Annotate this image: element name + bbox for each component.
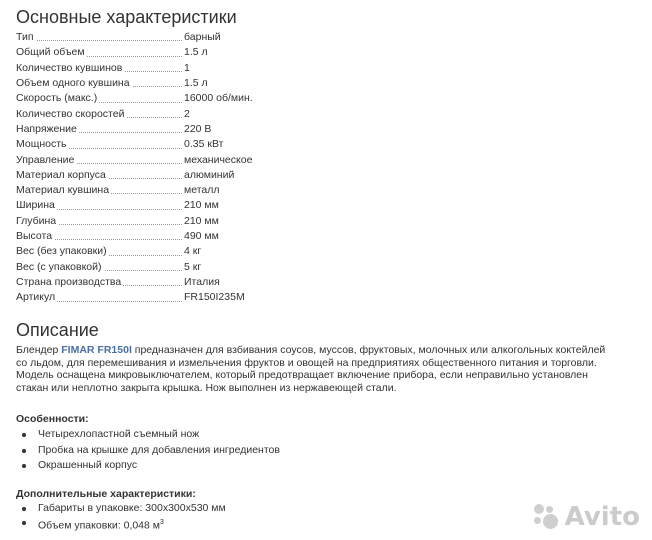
spec-label: Высота xyxy=(16,230,53,243)
spec-value: алюминий xyxy=(184,168,235,181)
additional-item-text: Габариты в упаковке: 300х300х530 мм xyxy=(38,502,226,514)
description-body: предназначен для взбивания соусов, муссов, фруктовых, молочных или алкогольных коктейлей со льдом, для перемешивания и измельчения фруктов и овощей на предприятиях общественного питания и торговли. Модель оснащена микровыключателем, который предотвращает включение прибора, если неправильно установлен стакан или неплотно закрыта крышка. Нож выполнен из нержавеющей стали. xyxy=(16,344,606,394)
spec-label: Количество скоростей xyxy=(16,107,125,120)
spec-row xyxy=(16,137,636,152)
spec-row xyxy=(16,61,636,76)
brand-name: FIMAR FR150I xyxy=(61,344,132,356)
spec-label: Вес (без упаковки) xyxy=(16,245,107,258)
superscript: 3 xyxy=(159,518,164,526)
spec-row xyxy=(16,168,636,183)
spec-label: Общий объем xyxy=(16,46,85,59)
spec-row xyxy=(16,214,636,229)
spec-row xyxy=(16,290,636,305)
spec-value: 490 мм xyxy=(184,230,219,243)
additional-title: Дополнительные характеристики: xyxy=(16,488,196,500)
spec-row xyxy=(16,91,636,106)
spec-label: Напряжение xyxy=(16,122,77,135)
spec-value: 1 xyxy=(184,61,190,74)
spec-value: барный xyxy=(184,31,221,43)
spec-dots xyxy=(16,40,182,41)
features-list xyxy=(16,427,280,474)
spec-value: 0.35 кВт xyxy=(184,138,224,151)
spec-value: 5 кг xyxy=(184,260,202,273)
spec-value: 4 кг xyxy=(184,245,202,258)
spec-row xyxy=(16,153,636,168)
additional-item xyxy=(16,516,226,530)
spec-label: Страна производства xyxy=(16,276,122,288)
spec-row xyxy=(16,122,636,137)
additional-list xyxy=(16,502,226,529)
spec-row xyxy=(16,45,636,60)
specs-heading: Основные характеристики xyxy=(16,7,237,27)
spec-value: Италия xyxy=(184,276,220,288)
additional-item-text: Объем упаковки: 0,048 м xyxy=(38,519,160,531)
spec-label: Ширина xyxy=(16,199,55,212)
additional-item xyxy=(16,502,226,516)
spec-value: 16000 об/мин. xyxy=(184,92,253,105)
spec-row xyxy=(16,198,636,213)
feature-item: Окрашенный корпус xyxy=(16,458,280,474)
spec-label: Материал корпуса xyxy=(16,168,106,181)
features-title: Особенности: xyxy=(16,413,89,425)
spec-value: 2 xyxy=(184,107,190,120)
spec-label: Вес (с упаковкой) xyxy=(16,260,102,273)
spec-row xyxy=(16,183,636,198)
spec-label: Мощность xyxy=(16,138,67,151)
spec-value: металл xyxy=(184,184,220,197)
spec-label: Тип xyxy=(16,31,34,43)
spec-label: Скорость (макс.) xyxy=(16,92,98,105)
description-heading: Описание xyxy=(16,320,99,340)
spec-label: Материал кувшина xyxy=(16,184,110,197)
spec-row xyxy=(16,275,636,290)
spec-label: Количество кувшинов xyxy=(16,61,123,74)
spec-row xyxy=(16,30,636,45)
spec-row xyxy=(16,260,636,275)
spec-label: Объем одного кувшина xyxy=(16,76,130,89)
watermark-text: Avito xyxy=(564,502,640,532)
feature-item: Четырехлопастной съемный нож xyxy=(16,427,280,443)
spec-value: 1.5 л xyxy=(184,46,208,59)
spec-row xyxy=(16,76,636,91)
spec-row xyxy=(16,107,636,122)
description-text xyxy=(16,344,616,394)
spec-label: Управление xyxy=(16,153,75,166)
description-prefix: Блендер xyxy=(16,344,62,356)
spec-label: Артикул xyxy=(16,291,56,304)
avito-watermark xyxy=(532,502,640,532)
spec-value: 210 мм xyxy=(184,214,219,227)
spec-label: Глубина xyxy=(16,214,57,227)
spec-row xyxy=(16,229,636,244)
avito-logo-icon xyxy=(532,502,562,532)
spec-value: механическое xyxy=(184,153,253,166)
spec-value: 220 В xyxy=(184,122,212,135)
spec-value: 1.5 л xyxy=(184,76,208,89)
spec-row xyxy=(16,244,636,259)
feature-item: Пробка на крышке для добавления ингредиентов xyxy=(16,443,280,459)
spec-value: FR150I235M xyxy=(184,291,245,304)
specs-table xyxy=(16,30,636,306)
spec-value: 210 мм xyxy=(184,199,219,212)
